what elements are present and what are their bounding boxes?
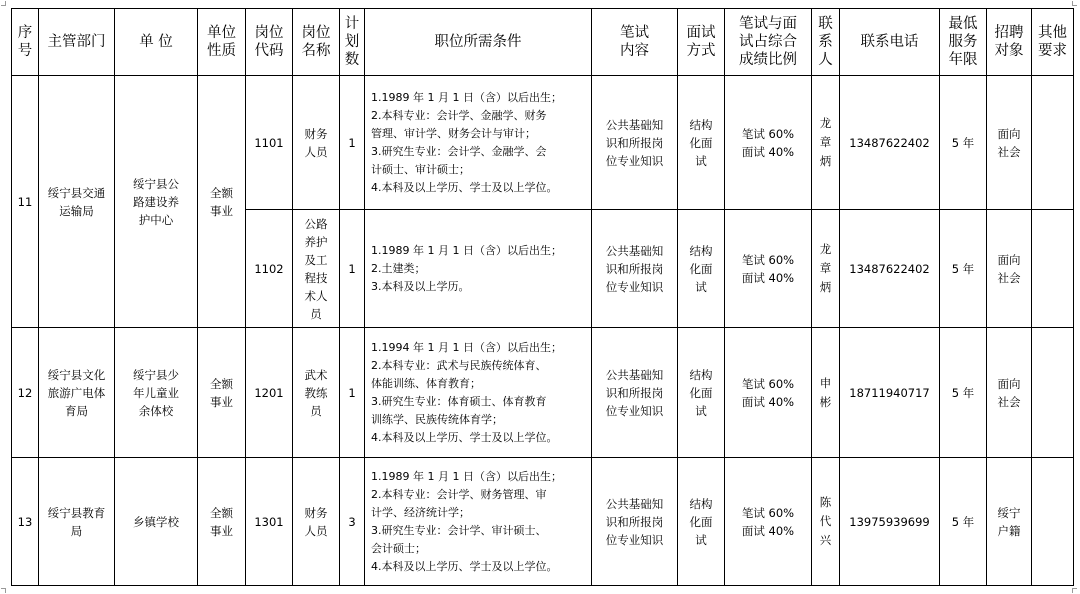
text-line: 人	[818, 52, 833, 68]
text-line: 3.研究生专业：会计学、金融学、会	[371, 144, 547, 158]
text-line: 数	[344, 52, 360, 68]
text-line: 识和所报岗	[605, 385, 664, 400]
text-line: 面试 40%	[741, 144, 795, 159]
nature-cell	[198, 458, 246, 586]
text-line: 面向	[997, 126, 1021, 141]
text-line: 试	[695, 153, 707, 168]
text-line: 其他	[1038, 25, 1067, 41]
score-ratio-cell	[725, 210, 812, 328]
header-seq	[12, 9, 39, 76]
plan-cell: 3	[340, 458, 365, 586]
text-line: 试	[695, 532, 707, 547]
seq-cell: 12	[12, 328, 39, 458]
text-line: 事业	[210, 394, 233, 409]
text-line: 面试	[686, 25, 716, 41]
text-line: 计	[344, 16, 360, 32]
position-name-cell	[293, 76, 340, 210]
text-line: 计学、经济统计学；	[371, 505, 470, 519]
text-line: 事业	[210, 523, 233, 538]
other-requirements-cell	[1032, 76, 1074, 210]
table-row	[12, 76, 1074, 210]
text-line: 化面	[689, 514, 713, 529]
header-plan	[340, 9, 365, 76]
text-line: 育局	[65, 403, 88, 418]
text-line: 绥宁	[997, 505, 1021, 520]
phone-cell: 13487622402	[840, 76, 940, 210]
text-line: 面试 40%	[741, 523, 795, 538]
score-ratio-cell	[725, 76, 812, 210]
position-name-cell	[293, 210, 340, 328]
unit-cell	[115, 328, 198, 458]
text-line: 笔试 60%	[741, 252, 795, 267]
text-line: 序	[17, 25, 33, 41]
conditions-cell	[365, 458, 592, 586]
text-line: 全额	[210, 185, 233, 200]
text-line: 事业	[210, 203, 233, 218]
text-line: 单位	[207, 25, 236, 41]
text-line: 结构	[689, 496, 713, 511]
exam-content-cell	[592, 328, 678, 458]
text-line: 年限	[948, 52, 978, 68]
text-line: 2.本科专业：武术与民族传统体育、	[371, 358, 547, 372]
phone-cell: 13487622402	[840, 210, 940, 328]
text-line: 路建设养	[133, 194, 179, 209]
contact-person-cell	[812, 328, 840, 458]
text-line: 全额	[210, 376, 233, 391]
text-line: 面向	[997, 252, 1021, 267]
text-line: 术人	[304, 288, 328, 303]
text-line: 化面	[689, 385, 713, 400]
contact-person-cell	[812, 458, 840, 586]
text-line: 招聘	[994, 25, 1024, 41]
plan-cell: 1	[340, 210, 365, 328]
text-line: 位专业知识	[605, 403, 664, 418]
text-line: 护中心	[138, 212, 174, 227]
target-cell	[987, 458, 1032, 586]
text-line: 陈	[819, 495, 832, 509]
interview-method-cell	[678, 328, 725, 458]
text-line: 3.研究生专业：体育硕士、体育教育	[371, 394, 547, 408]
text-line: 位专业知识	[605, 532, 664, 547]
text-line: 员	[310, 403, 322, 418]
text-line: 面试 40%	[741, 270, 795, 285]
text-line: 名称	[301, 43, 331, 59]
text-line: 公共基础知	[605, 117, 664, 132]
text-line: 年儿童业	[133, 385, 179, 400]
text-line: 绥宁县教育	[47, 505, 106, 520]
text-line: 3.本科及以上学历。	[371, 279, 470, 293]
table-row	[12, 458, 1074, 586]
text-line: 社会	[997, 144, 1021, 159]
text-line: 计硕士、审计硕士；	[371, 162, 470, 176]
text-line: 化面	[689, 135, 713, 150]
header-name	[293, 9, 340, 76]
header-exam	[592, 9, 678, 76]
text-line: 对象	[994, 43, 1024, 59]
text-line: 公共基础知	[605, 496, 664, 511]
text-line: 人员	[304, 523, 328, 538]
text-line: 绥宁县公	[133, 176, 179, 191]
dept-cell	[39, 458, 115, 586]
text-line: 1.1989 年 1 月 1 日（含）以后出生；	[371, 469, 562, 483]
header-cond: 职位所需条件	[365, 9, 592, 76]
text-line: 最低	[948, 16, 978, 32]
conditions-cell	[365, 76, 592, 210]
text-line: 彬	[819, 394, 832, 409]
text-line: 龙	[819, 116, 832, 130]
text-line: 会计硕士；	[371, 541, 426, 555]
plan-cell: 1	[340, 328, 365, 458]
target-cell	[987, 210, 1032, 328]
text-line: 公共基础知	[605, 243, 664, 258]
interview-method-cell	[678, 210, 725, 328]
corner-mark-top-left	[1, 1, 6, 6]
seq-cell: 13	[12, 458, 39, 586]
unit-cell	[115, 458, 198, 586]
text-line: 绥宁县少	[133, 367, 179, 382]
corner-mark-top-right	[1072, 1, 1077, 6]
score-ratio-cell	[725, 328, 812, 458]
text-line: 章	[819, 261, 832, 275]
text-line: 管理、审计学、财务会计与审计；	[371, 126, 536, 140]
text-line: 结构	[689, 367, 713, 382]
text-line: 2.土建类；	[371, 261, 426, 275]
target-cell	[987, 76, 1032, 210]
text-line: 及工	[304, 252, 328, 267]
target-cell	[987, 328, 1032, 458]
corner-mark-bottom-left	[1, 588, 6, 593]
text-line: 服务	[948, 34, 978, 50]
header-row	[12, 9, 1074, 76]
text-line: 划	[344, 34, 360, 50]
other-requirements-cell	[1032, 458, 1074, 586]
text-line: 公路	[304, 216, 328, 231]
text-line: 户籍	[997, 523, 1021, 538]
service-years-cell: 5 年	[940, 210, 987, 328]
phone-cell: 18711940717	[840, 328, 940, 458]
code-cell: 1301	[246, 458, 293, 586]
corner-mark-bottom-right	[1072, 588, 1077, 593]
text-line: 炳	[819, 154, 832, 168]
text-line: 体能训练、体育教育；	[371, 376, 481, 390]
text-line: 1.1989 年 1 月 1 日（含）以后出生；	[371, 90, 562, 104]
score-ratio-cell	[725, 458, 812, 586]
header-interview	[678, 9, 725, 76]
exam-content-cell	[592, 76, 678, 210]
exam-content-cell	[592, 210, 678, 328]
text-line: 化面	[689, 261, 713, 276]
code-cell: 1102	[246, 210, 293, 328]
text-line: 代码	[254, 43, 284, 59]
text-line: 系	[818, 34, 833, 50]
seq-cell: 11	[12, 76, 39, 328]
text-line: 岗位	[254, 25, 284, 41]
code-cell: 1101	[246, 76, 293, 210]
text-line: 社会	[997, 394, 1021, 409]
text-line: 公共基础知	[605, 367, 664, 382]
header-service	[940, 9, 987, 76]
conditions-cell	[365, 210, 592, 328]
text-line: 面试 40%	[741, 394, 795, 409]
text-line: 识和所报岗	[605, 514, 664, 529]
text-line: 绥宁县文化	[47, 367, 106, 382]
header-phone: 联系电话	[840, 9, 940, 76]
text-line: 运输局	[59, 203, 94, 218]
service-years-cell: 5 年	[940, 458, 987, 586]
nature-cell	[198, 328, 246, 458]
text-line: 申	[819, 375, 832, 390]
text-line: 联	[818, 16, 833, 32]
text-line: 余体校	[138, 403, 174, 418]
text-line: 养护	[304, 234, 328, 249]
text-line: 试	[695, 279, 707, 294]
text-line: 局	[70, 523, 83, 538]
text-line: 绥宁县交通	[47, 185, 106, 200]
text-line: 旅游广电体	[47, 385, 106, 400]
nature-cell	[198, 76, 246, 328]
header-dept: 主管部门	[39, 9, 115, 76]
text-line: 4.本科及以上学历、学士及以上学位。	[371, 180, 558, 194]
text-line: 笔试 60%	[741, 505, 795, 520]
text-line: 号	[17, 43, 33, 59]
other-requirements-cell	[1032, 328, 1074, 458]
text-line: 识和所报岗	[605, 135, 664, 150]
text-line: 章	[819, 135, 832, 149]
text-line: 结构	[689, 243, 713, 258]
plan-cell: 1	[340, 76, 365, 210]
text-line: 面向	[997, 376, 1021, 391]
conditions-cell	[365, 328, 592, 458]
text-line: 全额	[210, 505, 233, 520]
text-line: 训练学、民族传统体育学；	[371, 412, 503, 426]
text-line: 笔试	[620, 25, 649, 41]
text-line: 岗位	[301, 25, 331, 41]
phone-cell: 13975939699	[840, 458, 940, 586]
text-line: 4.本科及以上学历、学士及以上学位。	[371, 430, 558, 444]
text-line: 位专业知识	[605, 153, 664, 168]
text-line: 性质	[207, 43, 236, 59]
interview-method-cell	[678, 458, 725, 586]
text-line: 位专业知识	[605, 279, 664, 294]
text-line: 要求	[1038, 43, 1067, 59]
dept-cell	[39, 328, 115, 458]
interview-method-cell	[678, 76, 725, 210]
header-unit: 单 位	[115, 9, 198, 76]
text-line: 教练	[304, 385, 328, 400]
text-line: 笔试 60%	[741, 126, 795, 141]
text-line: 2.本科专业：会计学、财务管理、审	[371, 487, 547, 501]
text-line: 方式	[686, 43, 716, 59]
position-name-cell	[293, 328, 340, 458]
header-code	[246, 9, 293, 76]
table-row	[12, 328, 1074, 458]
text-line: 乡镇学校	[133, 514, 179, 529]
dept-cell	[39, 76, 115, 328]
header-ratio	[725, 9, 812, 76]
unit-cell	[115, 76, 198, 328]
text-line: 1.1994 年 1 月 1 日（含）以后出生；	[371, 340, 562, 354]
text-line: 1.1989 年 1 月 1 日（含）以后出生；	[371, 243, 562, 257]
recruitment-table	[11, 8, 1074, 586]
text-line: 4.本科及以上学历、学士及以上学位。	[371, 559, 558, 573]
text-line: 识和所报岗	[605, 261, 664, 276]
text-line: 员	[310, 306, 322, 321]
code-cell: 1201	[246, 328, 293, 458]
contact-person-cell	[812, 76, 840, 210]
header-nature	[198, 9, 246, 76]
service-years-cell: 5 年	[940, 328, 987, 458]
text-line: 兴	[819, 533, 832, 547]
text-line: 炳	[819, 280, 832, 294]
header-contact	[812, 9, 840, 76]
text-line: 财务	[304, 505, 328, 520]
text-line: 结构	[689, 117, 713, 132]
text-line: 程技	[304, 270, 328, 285]
text-line: 2.本科专业：会计学、金融学、财务	[371, 108, 547, 122]
text-line: 人员	[304, 144, 328, 159]
text-line: 成绩比例	[739, 52, 797, 68]
header-other	[1032, 9, 1074, 76]
position-name-cell	[293, 458, 340, 586]
text-line: 龙	[819, 242, 832, 256]
service-years-cell: 5 年	[940, 76, 987, 210]
text-line: 内容	[620, 43, 649, 59]
other-requirements-cell	[1032, 210, 1074, 328]
text-line: 试占综合	[739, 34, 797, 50]
text-line: 笔试 60%	[741, 376, 795, 391]
text-line: 试	[695, 403, 707, 418]
exam-content-cell	[592, 458, 678, 586]
text-line: 笔试与面	[739, 16, 797, 32]
text-line: 武术	[304, 367, 328, 382]
text-line: 代	[819, 514, 832, 528]
contact-person-cell	[812, 210, 840, 328]
text-line: 3.研究生专业：会计学、审计硕士、	[371, 523, 547, 537]
text-line: 社会	[997, 270, 1021, 285]
text-line: 财务	[304, 126, 328, 141]
header-target	[987, 9, 1032, 76]
